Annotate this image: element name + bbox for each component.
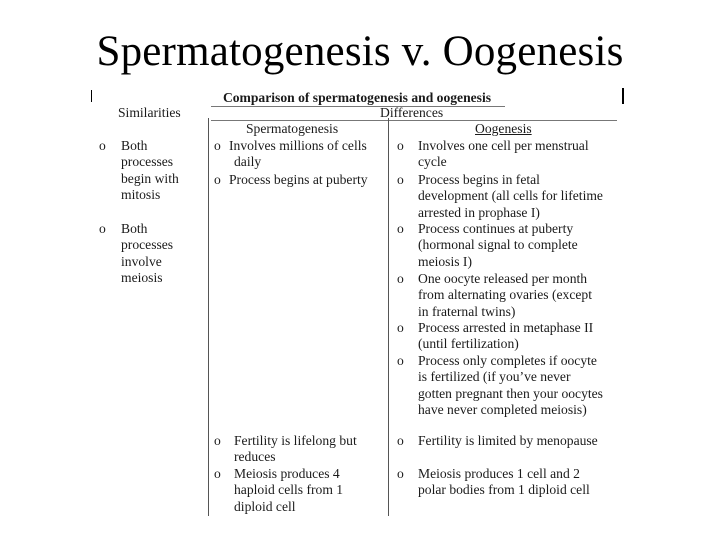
text-line: meiosis	[121, 270, 163, 286]
text-line: Both	[121, 138, 148, 153]
text-line: Meiosis produces 4	[234, 466, 340, 481]
text-line: arrested in prophase I)	[418, 204, 540, 220]
text-line: Process begins at puberty	[229, 172, 368, 187]
comparison-table-image	[93, 88, 621, 516]
text-line: gotten pregnant then your oocytes	[418, 385, 603, 401]
bullet-marker: o	[99, 221, 106, 236]
text-line: diploid cell	[234, 498, 296, 514]
scan-edge-mark	[622, 88, 624, 104]
text-line: One oocyte released per month	[418, 271, 588, 286]
column-divider	[208, 118, 209, 516]
text-line: haploid cells from 1	[234, 482, 344, 498]
text-line: processes	[121, 154, 174, 170]
text-line: Process begins in fetal	[418, 172, 540, 187]
text-line: Meiosis produces 1 cell and 2	[418, 466, 580, 481]
text-line: is fertilized (if you’ve never	[418, 369, 571, 385]
text-line: Involves one cell per menstrual	[418, 138, 589, 153]
text-line: reduces	[234, 449, 276, 465]
text-line: Fertility is limited by menopause	[418, 433, 598, 448]
bullet-marker: o	[214, 433, 221, 448]
header-differences: Differences	[380, 105, 444, 120]
text-line: cycle	[418, 154, 447, 170]
text-line: Fertility is lifelong but	[234, 433, 357, 448]
text-line: mitosis	[121, 187, 161, 203]
text-line: (hormonal signal to complete	[418, 237, 578, 253]
text-line: Both	[121, 221, 148, 236]
text-line: involve	[121, 253, 162, 269]
text-line: have never completed meiosis)	[418, 402, 587, 418]
text-line: Process arrested in metaphase II	[418, 320, 594, 335]
text-line: Process continues at puberty	[418, 221, 574, 236]
bullet-marker: o	[397, 221, 404, 236]
text-line: processes	[121, 237, 174, 253]
column-divider	[388, 118, 389, 516]
text-line: begin with	[121, 170, 179, 186]
caption-underline	[211, 106, 505, 107]
slide-title: Spermatogenesis v. Oogenesis	[96, 28, 624, 75]
text-line: (until fertilization)	[418, 336, 519, 352]
bullet-marker: o	[397, 138, 404, 153]
bullet-marker: o	[397, 271, 404, 286]
text-line: daily	[234, 154, 262, 170]
text-line: development (all cells for lifetime	[418, 188, 603, 204]
bullet-marker: o	[397, 320, 404, 335]
header-similarities: Similarities	[118, 105, 181, 120]
text-line: Process only completes if oocyte	[418, 353, 597, 368]
bullet-marker: o	[397, 466, 404, 481]
bullet-marker: o	[214, 138, 221, 153]
bullet-marker: o	[99, 138, 106, 153]
bullet-marker: o	[214, 172, 221, 187]
bullet-marker: o	[397, 433, 404, 448]
text-line: from alternating ovaries (except	[418, 287, 592, 303]
header-spermatogenesis: Spermatogenesis	[246, 121, 339, 136]
bullet-marker: o	[214, 466, 221, 481]
text-line: meiosis I)	[418, 253, 472, 269]
scan-edge-mark	[91, 90, 92, 102]
text-line: polar bodies from 1 diploid cell	[418, 482, 590, 498]
text-line: Involves millions of cells	[229, 138, 367, 153]
header-oogenesis: Oogenesis	[475, 121, 532, 136]
bullet-marker: o	[397, 172, 404, 187]
text-line: in fraternal twins)	[418, 303, 516, 319]
table-caption: Comparison of spermatogenesis and oogenesis	[222, 90, 492, 105]
bullet-marker: o	[397, 353, 404, 368]
